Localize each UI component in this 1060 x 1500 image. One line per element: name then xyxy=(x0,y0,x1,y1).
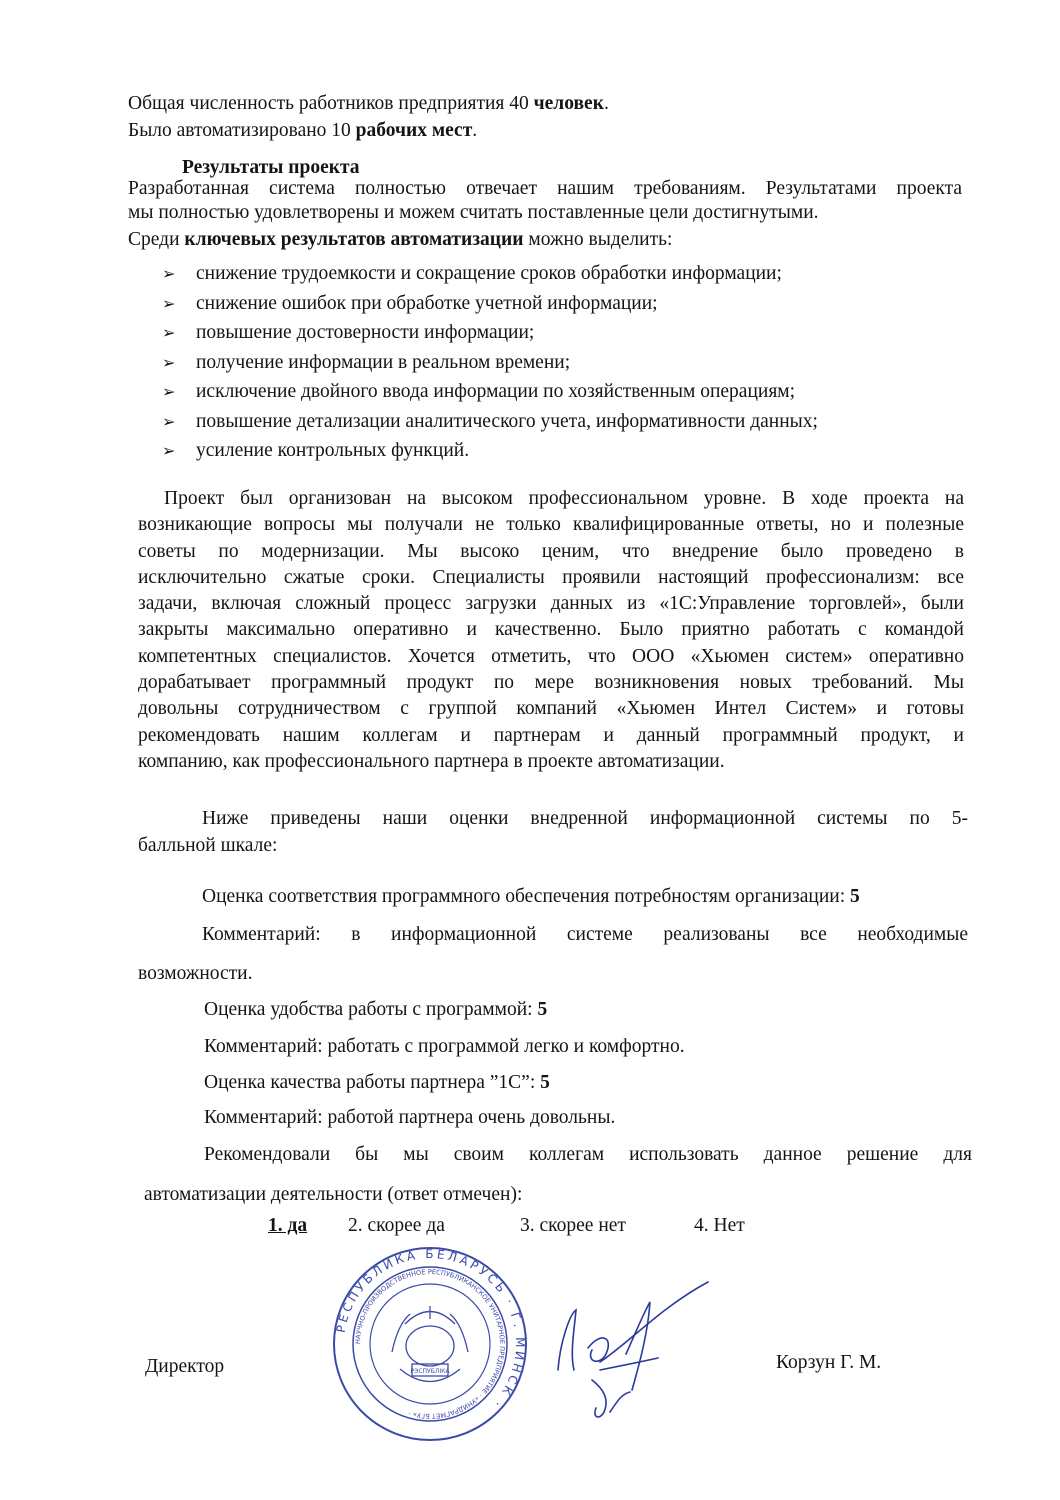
staff-count-line: Общая численность работников предприятия 40 человек. xyxy=(128,93,609,114)
fit-rating: Оценка соответствия программного обеспечения потребностям организации: 5 xyxy=(202,886,860,907)
review-line: советы по модернизации. Мы высоко ценим, что внедрение было проведено в xyxy=(138,540,964,562)
fit-score: 5 xyxy=(850,886,860,907)
recommend-answers xyxy=(0,1214,1060,1244)
review-line: довольны сотрудничеством с группой компаний «Хьюмен Интел Систем» и готовы xyxy=(138,698,964,720)
list-item: ➢ повышение достоверности информации; xyxy=(162,322,535,343)
results-paragraph: Разработанная система полностью отвечает нашим требованиям. Результатами проекта xyxy=(128,178,962,199)
svg-text:РЕСПУБЛИКА БЕЛАРУСЬ · Г. МИНСК: РЕСПУБЛИКА БЕЛАРУСЬ · Г. МИНСК · xyxy=(333,1246,528,1413)
ratings-intro: Ниже приведены наши оценки внедренной информационной системы по 5- xyxy=(202,808,968,829)
key-results-list xyxy=(162,262,922,469)
list-item: ➢ усиление контрольных функций. xyxy=(162,440,470,461)
svg-text:НАУЧНО-ПРОИЗВОДСТВЕННОЕ РЕСПУБ: НАУЧНО-ПРОИЗВОДСТВЕННОЕ РЕСПУБЛИКАНСКОЕ УНИТАРНОЕ ПРЕДПРИЯТИЕ · «УНИДРАГМЕТ БГУ» · xyxy=(353,1267,507,1421)
fit-comment: Комментарий: в информационной системе реализованы все необходимые xyxy=(202,924,968,945)
recommend-question-line2: автоматизации деятельности (ответ отмечен): xyxy=(144,1184,523,1205)
recommend-question: Рекомендовали бы мы своим коллегам использовать данное решение для xyxy=(204,1144,972,1165)
arrowhead-bullet-icon: ➢ xyxy=(162,293,176,313)
results-heading: Результаты проекта xyxy=(182,157,360,178)
review-line: компетентных специалистов. Хочется отметить, что ООО «Хьюмен систем» оперативно xyxy=(138,645,964,667)
partner-rating: Оценка качества работы партнера ”1С”: 5 xyxy=(204,1072,550,1093)
usability-score: 5 xyxy=(537,999,548,1020)
review-line: компанию, как профессионального партнера в проекте автоматизации. xyxy=(138,750,725,772)
usability-comment: Комментарий: работать с программой легко и комфортно. xyxy=(204,1036,685,1057)
review-line: закрыты максимально оперативно и качественно. Было приятно работать с командой xyxy=(138,619,964,641)
list-item: ➢ получение информации в реальном времени; xyxy=(162,351,571,373)
list-item: ➢ исключение двойного ввода информации по хозяйственным операциям; xyxy=(162,381,796,402)
answer-option: 4. Нет xyxy=(694,1215,745,1236)
official-seal-stamp xyxy=(330,1244,530,1444)
signatory-position: Директор xyxy=(145,1356,225,1377)
automated-workplaces-line: Было автоматизировано 10 рабочих мест. xyxy=(128,120,478,141)
ratings-intro-line2: балльной шкале: xyxy=(138,835,278,856)
results-paragraph-line2: мы полностью удовлетворены и можем считать поставленные цели достигнутыми. xyxy=(128,202,819,223)
arrowhead-bullet-icon: ➢ xyxy=(162,264,176,283)
director-signature xyxy=(540,1262,730,1432)
review-line: рекомендовать нашим коллегам и партнерам и данный программный продукт, и xyxy=(138,724,964,746)
review-line: возникающие вопросы мы получали не только квалифицированные ответы, но и полезные xyxy=(138,514,964,536)
svg-text:РЭСПУБЛІКА: РЭСПУБЛІКА xyxy=(410,1368,450,1375)
review-line: дорабатывает программный продукт по мере возникновения новых требований. Мы xyxy=(138,672,964,694)
review-line: Проект был организован на высоком профессиональном уровне. В ходе проекта на xyxy=(164,488,964,509)
review-line: задачи, включая сложный процесс загрузки данных из «1С:Управление торговлей», были xyxy=(138,593,964,615)
partner-comment: Комментарий: работой партнера очень довольны. xyxy=(204,1107,616,1128)
signatory-name: Корзун Г. М. xyxy=(776,1352,882,1373)
answer-option: 3. скорее нет xyxy=(520,1215,626,1236)
arrowhead-bullet-icon: ➢ xyxy=(162,382,176,401)
usability-rating: Оценка удобства работы с программой: 5 xyxy=(204,999,548,1020)
list-item: ➢ снижение ошибок при обработке учетной информации; xyxy=(162,292,658,314)
review-paragraph xyxy=(138,486,964,775)
fit-comment-line2: возможности. xyxy=(138,963,253,984)
arrowhead-bullet-icon: ➢ xyxy=(162,441,176,460)
arrowhead-bullet-icon: ➢ xyxy=(162,352,176,372)
review-line: исключительно сжатые сроки. Специалисты проявили настоящий профессионализм: все xyxy=(138,566,964,588)
list-item: ➢ повышение детализации аналитического учета, информативности данных; xyxy=(162,410,818,432)
partner-score: 5 xyxy=(540,1072,550,1093)
list-item: ➢ снижение трудоемкости и сокращение сроков обработки информации; xyxy=(162,263,782,284)
answer-option-selected: 1. да xyxy=(268,1215,308,1236)
answer-option: 2. скорее да xyxy=(348,1215,445,1236)
arrowhead-bullet-icon: ➢ xyxy=(162,411,176,431)
key-results-line: Среди ключевых результатов автоматизации можно выделить: xyxy=(128,229,673,250)
arrowhead-bullet-icon: ➢ xyxy=(162,323,176,342)
